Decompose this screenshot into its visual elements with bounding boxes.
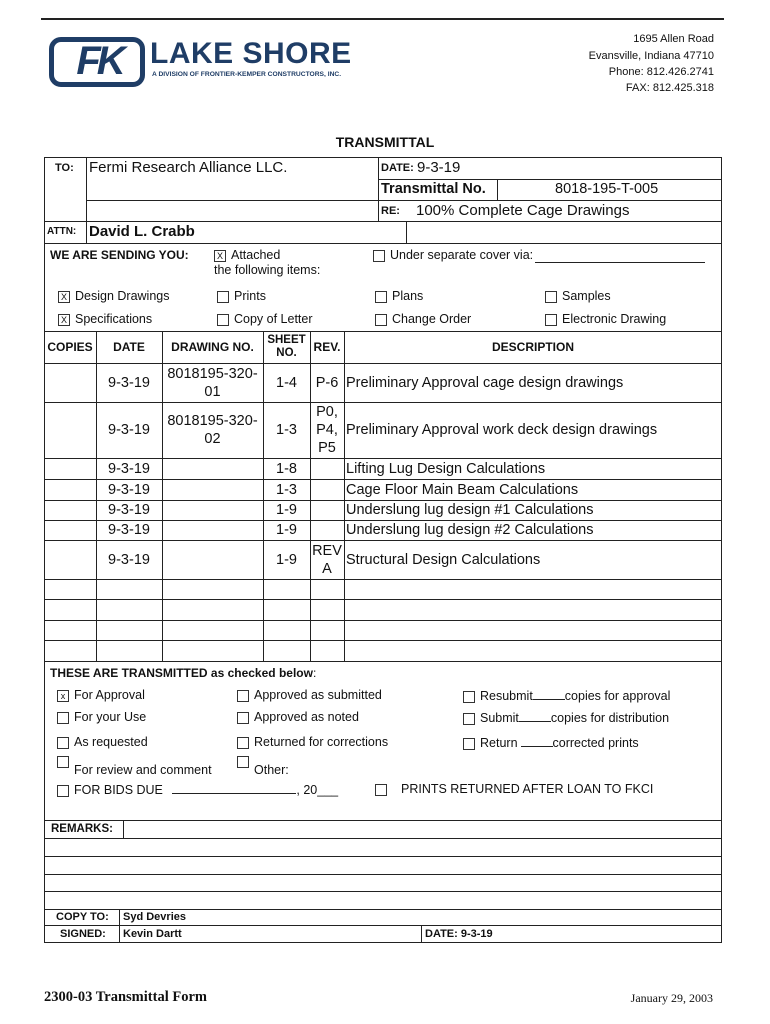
opt-submit[interactable] <box>463 710 669 725</box>
checkbox-box[interactable] <box>217 314 229 326</box>
checkbox-box[interactable] <box>463 738 475 750</box>
checkbox-box[interactable] <box>57 785 69 797</box>
attn-value: David L. Crabb <box>89 223 195 240</box>
rule <box>406 221 407 243</box>
rev-line1: REV <box>312 542 342 559</box>
transmitted-label <box>50 666 316 680</box>
rule <box>378 179 722 180</box>
checkbox-box[interactable] <box>373 250 385 262</box>
checkbox-box[interactable]: X <box>58 314 70 326</box>
option-label: Returned for corrections <box>254 735 389 749</box>
row4-date: 9-3-19 <box>108 481 150 498</box>
bids-label: FOR BIDS DUE <box>74 783 163 797</box>
transmitted-colon: : <box>312 666 317 680</box>
opt-other[interactable] <box>237 758 289 777</box>
checkbox-box[interactable] <box>217 291 229 303</box>
col-header-drawing-no: DRAWING NO. <box>171 340 254 354</box>
item-label: Specifications <box>75 312 153 326</box>
item-label: Copy of Letter <box>234 312 313 326</box>
prints-returned[interactable] <box>375 782 653 796</box>
sheet-line1: SHEET <box>267 334 306 346</box>
rule <box>44 856 722 857</box>
option-label: As requested <box>74 735 148 749</box>
item-change-order[interactable] <box>375 312 471 326</box>
checkbox-box[interactable] <box>237 737 249 749</box>
rule <box>44 599 722 600</box>
form-date: January 29, 2003 <box>630 991 713 1005</box>
attached-sub: the following items: <box>214 263 321 277</box>
row2-rev <box>310 402 344 458</box>
to-value: Fermi Research Alliance LLC. <box>89 159 288 176</box>
rule <box>44 874 722 875</box>
col-header-sheet <box>263 331 310 363</box>
rule <box>44 221 722 222</box>
item-label: Electronic Drawing <box>562 312 667 326</box>
rule <box>86 200 722 201</box>
for-bids-due[interactable] <box>57 782 338 797</box>
item-specifications[interactable] <box>58 312 152 326</box>
item-label: Plans <box>392 289 424 303</box>
remarks-label: REMARKS: <box>51 823 113 835</box>
item-prints[interactable] <box>217 289 266 303</box>
company-subtitle: A DIVISION OF FRONTIER-KEMPER CONSTRUCTORS, INC. <box>152 71 342 78</box>
company-logo <box>49 37 145 87</box>
checkbox-box[interactable] <box>237 712 249 724</box>
option-label: For review and comment <box>74 763 212 777</box>
attached-checkbox[interactable] <box>214 248 280 262</box>
option-label: For Approval <box>74 688 145 702</box>
item-samples[interactable] <box>545 289 611 303</box>
opt-resubmit[interactable] <box>463 688 670 703</box>
address-line2: Evansville, Indiana 47710 <box>588 50 714 62</box>
item-label: Design Drawings <box>75 289 170 303</box>
rule <box>421 925 422 943</box>
signed-value: Kevin Dartt <box>123 928 182 940</box>
opt-approved-as-noted[interactable] <box>237 710 359 724</box>
rule <box>44 838 722 839</box>
item-electronic-drawing[interactable] <box>545 312 666 326</box>
col-header-description: DESCRIPTION <box>491 340 574 354</box>
rule <box>44 925 722 926</box>
checkbox-box[interactable] <box>545 314 557 326</box>
header-divider <box>41 18 724 20</box>
row7-date: 9-3-19 <box>108 551 150 568</box>
row5-description: Underslung lug design #1 Calculations <box>346 502 594 518</box>
rule <box>44 661 722 662</box>
copy-to-label: COPY TO: <box>56 911 109 923</box>
row1-date: 9-3-19 <box>108 374 150 391</box>
row2-sheet: 1-3 <box>276 422 297 438</box>
rule <box>123 820 124 838</box>
row7-sheet: 1-9 <box>276 551 297 568</box>
opt-for-your-use[interactable] <box>57 710 146 724</box>
row1-rev: P-6 <box>315 374 339 391</box>
phone: Phone: 812.426.2741 <box>608 66 714 78</box>
prints-returned-label: PRINTS RETURNED AFTER LOAN TO FKCI <box>401 782 654 796</box>
rev-line3: P5 <box>318 440 336 456</box>
opt-return[interactable] <box>463 735 639 750</box>
checkbox-box[interactable] <box>375 784 387 796</box>
fax: FAX: 812.425.318 <box>625 82 714 94</box>
signed-date-label: DATE: <box>425 928 458 940</box>
option-label: Return <box>480 736 518 750</box>
opt-as-requested[interactable] <box>57 735 148 749</box>
rule <box>119 909 120 943</box>
row1-sheet: 1-4 <box>276 374 297 391</box>
option-suffix: copies for approval <box>564 689 671 703</box>
row6-sheet: 1-9 <box>276 522 297 538</box>
row4-description: Cage Floor Main Beam Calculations <box>346 481 579 498</box>
row3-date: 9-3-19 <box>108 460 150 477</box>
row7-rev <box>310 540 344 579</box>
re-value: 100% Complete Cage Drawings <box>416 202 630 219</box>
blank-line <box>521 735 553 747</box>
rev-line2: A <box>322 560 332 577</box>
sheet-line2: NO. <box>276 347 297 359</box>
col-header-copies: COPIES <box>47 340 93 354</box>
checkbox-box[interactable] <box>545 291 557 303</box>
rule <box>44 620 722 621</box>
option-label: Resubmit <box>480 689 533 703</box>
transmittal-no-value: 8018-195-T-005 <box>555 181 659 197</box>
signed-date-value: 9-3-19 <box>460 928 493 940</box>
checkbox-box[interactable] <box>463 691 475 703</box>
row6-description: Underslung lug design #2 Calculations <box>346 522 594 538</box>
item-label: Change Order <box>392 312 472 326</box>
checkbox-box[interactable] <box>57 712 69 724</box>
blank-line <box>519 710 551 722</box>
signed-date <box>425 928 493 940</box>
re-label: RE: <box>381 205 400 217</box>
item-copy-of-letter[interactable] <box>217 312 313 326</box>
opt-for-approval[interactable] <box>57 688 145 702</box>
blank-line <box>533 688 565 700</box>
rule <box>86 221 87 243</box>
page-title: TRANSMITTAL <box>335 134 435 150</box>
checkbox-box[interactable]: X <box>214 250 226 262</box>
attn-label: ATTN: <box>47 226 77 237</box>
rule <box>344 331 345 661</box>
row2-date: 9-3-19 <box>108 422 150 438</box>
rule <box>378 157 379 221</box>
option-label: Approved as noted <box>254 710 359 724</box>
checkbox-box[interactable] <box>375 314 387 326</box>
opt-approved-as-submitted[interactable] <box>237 688 382 702</box>
checkbox-box[interactable] <box>57 756 69 768</box>
form-name: 2300-03 Transmittal Form <box>44 989 207 1005</box>
item-label: Samples <box>562 289 611 303</box>
date-value: 9-3-19 <box>417 159 461 176</box>
to-label: TO: <box>55 162 74 174</box>
opt-returned-for-corrections[interactable] <box>237 735 388 749</box>
row5-date: 9-3-19 <box>108 502 150 518</box>
option-label: For your Use <box>74 710 147 724</box>
sending-label: WE ARE SENDING YOU: <box>50 248 189 262</box>
option-label: Other: <box>254 763 289 777</box>
checkbox-box[interactable] <box>237 756 249 768</box>
row2-drawing <box>162 402 263 458</box>
separate-cover-label: Under separate cover via: <box>390 248 534 262</box>
checkbox-box[interactable] <box>463 713 475 725</box>
rule <box>44 891 722 892</box>
item-design-drawings[interactable] <box>58 289 169 303</box>
rule <box>44 640 722 641</box>
col-header-rev: REV. <box>313 340 341 354</box>
attached-label: Attached <box>231 248 281 262</box>
row1-drawing <box>162 363 263 402</box>
address-line1: 1695 Allen Road <box>633 33 714 45</box>
date-label: DATE: <box>381 162 414 174</box>
copy-to-value: Syd Devries <box>123 911 186 923</box>
rule <box>44 579 722 580</box>
rule <box>497 179 498 200</box>
company-name: LAKE SHORE <box>150 37 352 70</box>
drawing-line2: 01 <box>204 383 221 400</box>
option-label: Submit <box>480 711 519 725</box>
drawing-line1: 8018195-320- <box>167 413 258 429</box>
transmittal-no-label: Transmittal No. <box>381 181 486 197</box>
checkbox-box[interactable] <box>57 737 69 749</box>
drawing-line2: 02 <box>204 431 221 447</box>
drawing-line1: 8018195-320- <box>167 365 258 382</box>
checkbox-box[interactable]: x <box>57 690 69 702</box>
rule <box>44 820 722 821</box>
logo-text: FK <box>76 39 122 83</box>
opt-review-and-comment[interactable] <box>57 758 212 777</box>
separate-cover-line <box>535 262 705 263</box>
col-header-date: DATE <box>113 340 145 354</box>
row4-sheet: 1-3 <box>276 481 297 498</box>
rev-line1: P0, <box>316 404 338 420</box>
item-label: Prints <box>234 289 266 303</box>
option-label: Approved as submitted <box>254 688 382 702</box>
row7-description: Structural Design Calculations <box>346 551 541 568</box>
rev-line2: P4, <box>316 422 338 438</box>
transmitted-label-text: THESE ARE TRANSMITTED as checked below <box>50 666 313 680</box>
row5-sheet: 1-9 <box>276 502 297 518</box>
bids-date-line[interactable] <box>172 782 296 794</box>
rule <box>86 157 87 221</box>
checkbox-box[interactable] <box>375 291 387 303</box>
checkbox-box[interactable]: X <box>58 291 70 303</box>
option-suffix: copies for distribution <box>550 711 670 725</box>
rule <box>44 909 722 910</box>
row1-description: Preliminary Approval cage design drawings <box>346 374 624 391</box>
signed-label: SIGNED: <box>60 928 106 940</box>
option-suffix: corrected prints <box>552 736 639 750</box>
row2-description: Preliminary Approval work deck design drawings <box>346 422 658 438</box>
item-plans[interactable] <box>375 289 423 303</box>
bids-year: , 20___ <box>296 783 339 797</box>
row3-sheet: 1-8 <box>276 460 297 477</box>
row6-date: 9-3-19 <box>108 522 150 538</box>
checkbox-box[interactable] <box>237 690 249 702</box>
rule <box>44 243 722 244</box>
row3-description: Lifting Lug Design Calculations <box>346 460 546 477</box>
separate-cover-checkbox[interactable] <box>373 248 533 262</box>
